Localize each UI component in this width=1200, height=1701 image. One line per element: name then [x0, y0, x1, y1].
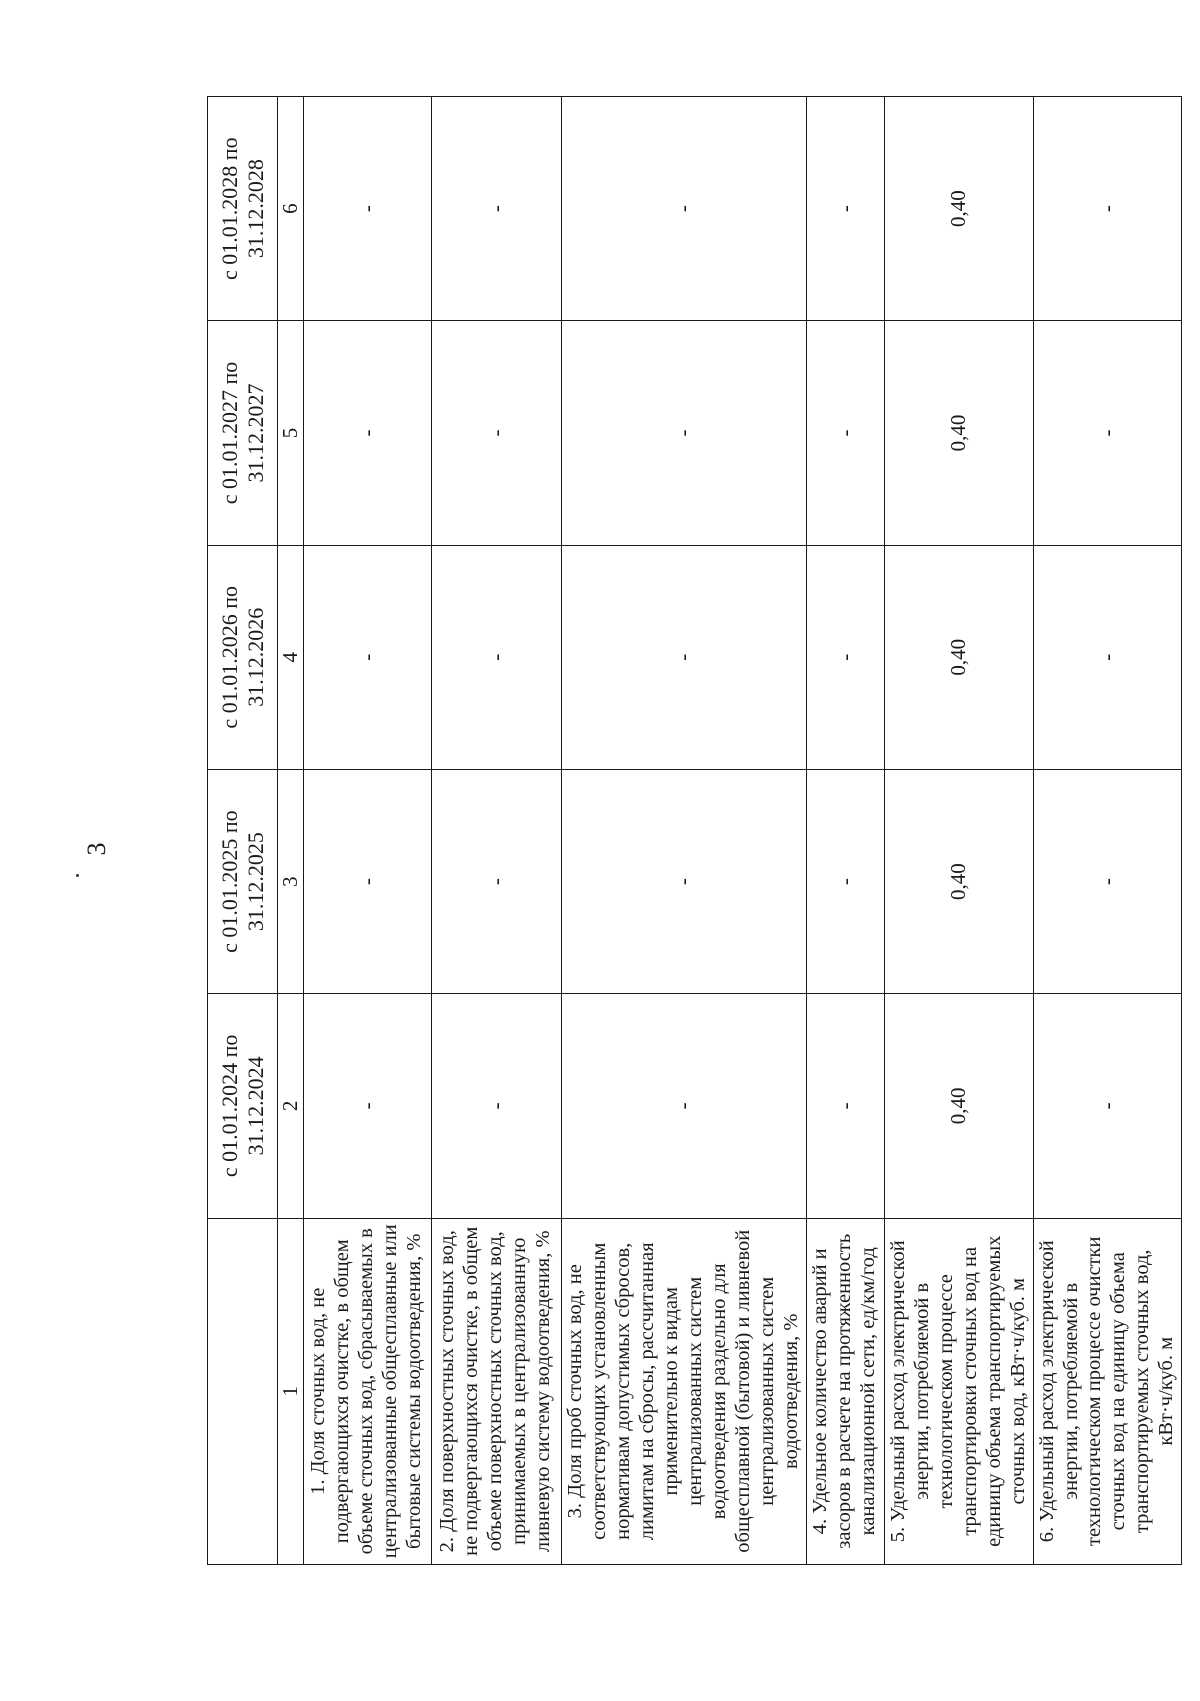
row-value: - [1033, 321, 1182, 545]
row-value: - [806, 994, 884, 1218]
row-value: - [1033, 97, 1182, 321]
row-value: - [561, 97, 806, 321]
row-value: - [806, 545, 884, 769]
row-value: 0,40 [884, 769, 1033, 993]
row-value: 0,40 [884, 545, 1033, 769]
row-label: 2. Доля поверхностных сточных вод, не подвергающихся очистке, в общем объеме поверхностных сточных вод, принимаемых в централизованную ливневую систему водоотведения, % [431, 1218, 561, 1564]
row-value: - [1033, 769, 1182, 993]
row-label: 6. Удельный расход электрической энергии, потребляемой в технологическом процессе очистки сточных вод на единицу объема транспортируемых сточных вод, кВт·ч/куб. м [1033, 1218, 1182, 1564]
row-value: - [561, 994, 806, 1218]
table-row [884, 97, 1033, 1565]
row-value: 0,40 [884, 321, 1033, 545]
row-label: 4. Удельное количество аварий и засоров в расчете на протяженность канализационной сети, ед/км/год [806, 1218, 884, 1564]
row-value: - [1033, 545, 1182, 769]
column-index: 4 [278, 545, 304, 769]
row-value: - [431, 97, 561, 321]
header-cell-2027: с 01.01.2027 по 31.12.2027 [208, 321, 278, 545]
row-value: - [431, 321, 561, 545]
indicators-table-wrapper [207, 96, 1178, 1565]
table-row [561, 97, 806, 1565]
row-value: - [431, 769, 561, 993]
column-index: 3 [278, 769, 304, 993]
table-row [431, 97, 561, 1565]
column-index: 1 [278, 1218, 304, 1564]
header-cell-indicator [208, 1218, 278, 1564]
column-index: 5 [278, 321, 304, 545]
table-row [806, 97, 884, 1565]
row-value: 0,40 [884, 994, 1033, 1218]
header-cell-2024: с 01.01.2024 по 31.12.2024 [208, 994, 278, 1218]
row-value: - [303, 994, 431, 1218]
row-value: - [1033, 994, 1182, 1218]
header-row [208, 97, 278, 1565]
page-number: 3 [82, 842, 111, 856]
row-value: - [561, 545, 806, 769]
row-value: - [806, 769, 884, 993]
column-index: 2 [278, 994, 304, 1218]
row-value: - [561, 321, 806, 545]
table-row [1033, 97, 1182, 1565]
row-value: - [303, 545, 431, 769]
indicators-table [207, 96, 1182, 1565]
row-value: 0,40 [884, 97, 1033, 321]
row-value: - [303, 769, 431, 993]
row-value: - [303, 97, 431, 321]
table-row [303, 97, 431, 1565]
row-label: 5. Удельный расход электрической энергии, потребляемой в технологическом процессе транспортировки сточных вод на единицу объема транспортируемых сточных вод, кВт·ч/куб. м [884, 1218, 1033, 1564]
row-value: - [431, 545, 561, 769]
stray-dot [76, 874, 79, 877]
header-cell-2026: с 01.01.2026 по 31.12.2026 [208, 545, 278, 769]
column-index-row [278, 97, 304, 1565]
row-label: 1. Доля сточных вод, не подвергающихся очистке, в общем объеме сточных вод, сбрасываемых в централизованные общесплавные или бытовые системы водоотведения, % [303, 1218, 431, 1564]
header-cell-2025: с 01.01.2025 по 31.12.2025 [208, 769, 278, 993]
row-value: - [561, 769, 806, 993]
row-value: - [431, 994, 561, 1218]
column-index: 6 [278, 97, 304, 321]
header-cell-2028: с 01.01.2028 по 31.12.2028 [208, 97, 278, 321]
row-label: 3. Доля проб сточных вод, не соответствующих установленным нормативам допустимых сбросов, лимитам на сбросы, рассчитанная применительно к видам централизованных систем водоотведения раздельно для общесплавной (бытовой) и ливневой централизованных систем водоотведения, % [561, 1218, 806, 1564]
row-value: - [806, 321, 884, 545]
row-value: - [806, 97, 884, 321]
row-value: - [303, 321, 431, 545]
